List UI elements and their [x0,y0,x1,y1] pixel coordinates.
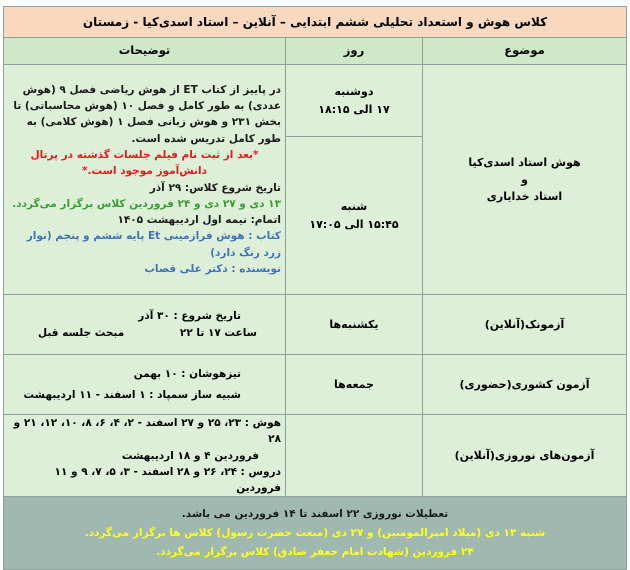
gifted-exam-date: تیزهوشان : ۱۰ بهمن [133,368,241,381]
quiz-hours: ساعت ۱۷ تا ۲۲ [179,326,257,339]
table-title: کلاس هوش و استعداد تحلیلی ششم ابتدایی – آنلاین – استاد اسدی‌کیا - زمستان [4,7,627,38]
day-cell-sundays: یکشنبه‌ها [286,295,423,355]
day-cell-fridays: جمعه‌ها [286,355,423,415]
nowruz-subject-dates: دروس : ۲۴، ۲۶ و ۲۸ اسفند - ۳، ۵، ۷، ۹ و ۱۱ فروردین [54,465,281,495]
table-row [4,65,627,137]
footer-holidays: تعطیلات نوروزی ۲۲ اسفند تا ۱۴ فروردین می باشد. [181,507,449,520]
subject-line: هوش استاد اسدی‌کیا [468,155,581,169]
quiz-start-date: تاریخ شروع : ۳۰ آذر [138,310,241,323]
footer-dey-sessions: شنبه ۱۳ دی (میلاد امیرالمومنین) و ۲۷ دی (مبعث حضرت رسول) کلاس ها برگزار می‌گردد. [84,527,546,540]
desc-book: کتاب : هوش فرازمینی Et پایه ششم و پنجم (نوار زرد رنگ دارد) [26,230,281,259]
desc-recordings-note: *بعد از ثبت نام فیلم جلسات گذشته در پرتال دانش‌آموز موجود است.* [30,148,259,178]
desc-author: نویسنده : دکتر علی قصاب [144,262,281,275]
subject-cell-nowruz-exams: آزمون‌های نوروزی(آنلاین) [423,415,627,497]
desc-syllabus: در پاییز از کتاب ET از هوش ریاضی فصل ۹ (هوش عددی) به طور کامل و فصل ۱۰ (هوش محاسباتی) تا بخش ۲۳۱ و هوش زبانی فصل ۱ (هوش کلامی) به طور کامل تدریس شده است. [13,83,281,145]
subject-line: استاد خدایاری [486,190,563,204]
description-cell-nowruz-exams [4,415,286,497]
subject-cell-class [423,65,627,295]
header-description: توضیحات [4,38,286,65]
day-cell-empty [286,415,423,497]
nowruz-iq-dates-cont: فروردین ۴ و ۱۸ اردیبهشت [121,449,259,462]
header-day: روز [286,38,423,65]
schedule-table [3,6,627,570]
nowruz-iq-dates: هوش : ۲۳، ۲۵ و ۲۷ اسفند - ۲، ۴، ۶، ۸، ۱۰، ۱۲، ۲۱ و ۲۸ [13,417,281,446]
desc-special-sessions: ۱۳ دی و ۲۷ دی و ۲۴ فروردین کلاس برگزار می‌گردد. [12,197,281,210]
schedule-container [3,6,626,563]
day-cell-monday [286,65,423,137]
footer-farvardin-session: ۲۴ فروردین (شهادت امام جعفر صادق) کلاس برگزار می‌گردد. [156,546,474,559]
table-row [4,415,627,497]
sampad-simulator-dates: شبیه ساز سمپاد : ۱ اسفند - ۱۱ اردیبهشت [23,388,241,401]
footer-notes [4,497,627,570]
footer-row [4,497,627,570]
description-cell-national-exam [4,355,286,415]
day-time: ۱۵:۴۵ الی ۱۷:۰۵ [309,217,399,231]
day-cell-saturday [286,137,423,295]
table-row [4,295,627,355]
subject-line: و [521,172,528,186]
desc-end-date: اتمام: نیمه اول اردیبهشت ۱۴۰۵ [117,214,281,227]
description-cell-quiz [4,295,286,355]
desc-start-date: تاریخ شروع کلاس: ۲۹ آذر [149,181,281,194]
day-time: ۱۷ الی ۱۸:۱۵ [318,102,390,116]
description-cell-class [4,65,286,295]
table-row [4,355,627,415]
day-name: دوشنبه [334,85,374,99]
quiz-topic: مبحث جلسه قبل [38,326,125,339]
quiz-details [8,325,281,341]
subject-cell-quiz: آزمونک(آنلاین) [423,295,627,355]
header-row [4,38,627,65]
subject-cell-national-exam: آزمون کشوری(حضوری) [423,355,627,415]
header-subject: موضوع [423,38,627,65]
day-name: شنبه [340,200,368,214]
